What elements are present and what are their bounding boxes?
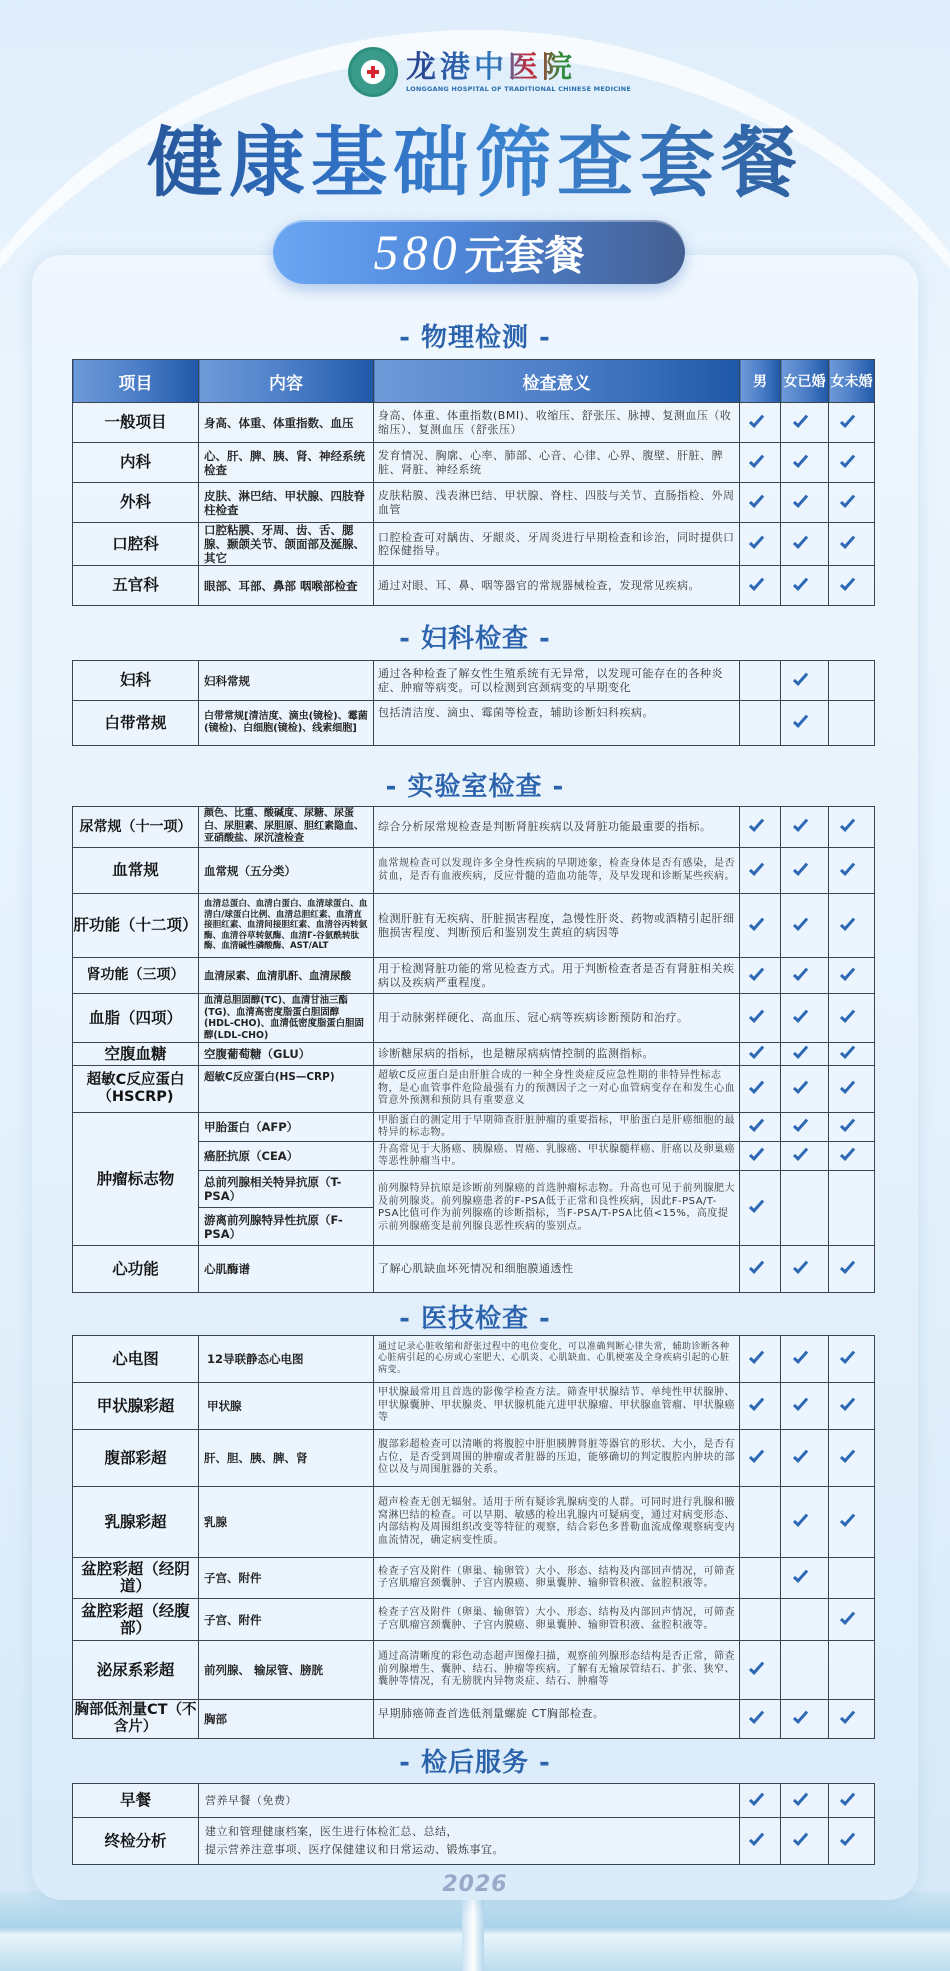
checkmark-icon xyxy=(845,1831,858,1847)
price-badge xyxy=(273,220,685,284)
checkmark-icon xyxy=(754,1660,767,1676)
item-name: 盆腔彩超（经阴道） xyxy=(73,1558,199,1599)
table-row xyxy=(73,848,875,894)
item-name: 白带常规 xyxy=(73,701,199,746)
table-row xyxy=(73,1430,875,1487)
item-name: 盆腔彩超（经腹部） xyxy=(73,1599,199,1641)
table-row xyxy=(73,483,875,523)
checkmark-icon xyxy=(754,1831,767,1847)
item-name: 空腹血糖 xyxy=(73,1043,199,1066)
item-name: 血脂（四项） xyxy=(73,994,199,1043)
item-meaning: 通过对眼、耳、鼻、咽等器官的常规器械检查，发现常见疾病。 xyxy=(374,566,740,606)
hospital-emblem-icon xyxy=(348,47,398,97)
checkmark-icon xyxy=(845,861,858,877)
checkmark-icon xyxy=(754,1117,767,1133)
item-content: 前列腺、 输尿管、膀胱 xyxy=(199,1641,374,1700)
checkmark-icon xyxy=(798,1349,811,1365)
item-content: 子宫、附件 xyxy=(199,1599,374,1641)
checkmark-icon xyxy=(845,1396,858,1412)
checkmark-icon xyxy=(754,1709,767,1725)
checkmark-icon xyxy=(845,534,858,550)
item-meaning: 腹部彩超检查可以清晰的将腹腔中肝胆胰脾肾脏等器官的形状、大小，是否有占位，是否受到周围的肿瘤或者脏器的压迫，能够确切的判定腹腔内肿块的部位以及与周围脏器的关系。 xyxy=(374,1430,740,1487)
column-header-female-married: 女已婚 xyxy=(781,360,829,403)
price-number: 580 xyxy=(373,224,461,280)
checkmark-icon xyxy=(798,966,811,982)
table-row xyxy=(73,958,875,994)
item-name: 超敏C反应蛋白（HSCRP) xyxy=(73,1066,199,1113)
item-meaning: 通过高清晰度的彩色动态超声图像扫描，观察前列腺形态结构是否正常，筛查前列腺增生、囊肿、结石、肿瘤等疾病。了解有无输尿管结石、扩张、狭窄、囊肿等情况，有无膀胱内异物炎症、结石、肿瘤等 xyxy=(374,1641,740,1700)
checkmark-icon xyxy=(754,966,767,982)
item-content: 身高、体重、体重指数、血压 xyxy=(199,403,374,443)
item-name: 心电图 xyxy=(73,1336,199,1383)
checkmark-icon xyxy=(845,1709,858,1725)
section-title-imaging: - 医技检查 - xyxy=(399,1304,551,1334)
checkmark-icon xyxy=(798,1512,811,1528)
item-content: 空腹葡萄糖（GLU） xyxy=(199,1043,374,1066)
item-name: 肾功能（三项） xyxy=(73,958,199,994)
checkmark-icon xyxy=(845,916,858,932)
checkmark-icon xyxy=(798,671,811,687)
checkmark-icon xyxy=(845,1259,858,1275)
item-meaning: 甲胎蛋白的测定用于早期筛查肝脏肿瘤的重要指标，甲胎蛋白是肝癌细胞的最特异的标志物。 xyxy=(374,1113,740,1142)
item-meaning: 通过记录心脏收缩和舒张过程中的电位变化，可以准确判断心律失常，辅助诊断各种心脏病引起的心房或心室肥大、心肌炎、心肌缺血、心肌梗塞及全身疾病引起的心脏病变。 xyxy=(374,1336,740,1383)
table-row xyxy=(73,994,875,1043)
item-content: 建立和管理健康档案，医生进行体检汇总、总结， xyxy=(205,1825,458,1838)
checkmark-icon xyxy=(845,1610,858,1626)
item-content: 癌胚抗原（CEA） xyxy=(199,1142,374,1171)
item-name: 尿常规（十一项） xyxy=(73,807,199,848)
item-content: 超敏C反应蛋白(HS—CRP) xyxy=(199,1066,374,1113)
item-name: 外科 xyxy=(73,483,199,523)
checkmark-icon xyxy=(798,916,811,932)
checkmark-icon xyxy=(754,1448,767,1464)
table-row xyxy=(73,661,875,701)
checkmark-icon xyxy=(798,1259,811,1275)
item-meaning: 包括清洁度、滴虫、霉菌等检查，辅助诊断妇科疾病。 xyxy=(374,701,740,746)
page-title: 健康基础筛查套餐 xyxy=(0,118,950,208)
section-title-physical: - 物理检测 - xyxy=(399,323,551,353)
item-name: 五官科 xyxy=(73,566,199,606)
checkmark-icon xyxy=(845,966,858,982)
checkmark-icon xyxy=(798,1709,811,1725)
item-meaning: 检查子宫及附件（卵巢、输卵管）大小、形态、结构及内部回声情况，可筛查子宫肌瘤宫颈囊肿、子宫内膜癌、卵巢囊肿、输卵管积液、盆腔积液等。 xyxy=(374,1599,740,1641)
item-meaning: 综合分析尿常规检查是判断肾脏疾病以及肾脏功能最重要的指标。 xyxy=(374,807,740,848)
item-name: 泌尿系彩超 xyxy=(73,1641,199,1700)
checkmark-icon xyxy=(754,1079,767,1095)
item-name: 口腔科 xyxy=(73,523,199,566)
checkmark-icon xyxy=(754,1146,767,1162)
item-meaning: 早期肺癌筛查首选低剂量螺旋 CT胸部检查。 xyxy=(374,1700,740,1739)
item-content: 心、肝、脾、胰、肾、神经系统检查 xyxy=(199,443,374,483)
hospital-name-cn: 龙港中医院 xyxy=(406,51,631,85)
column-header-content: 内容 xyxy=(199,360,374,403)
checkmark-icon xyxy=(845,1448,858,1464)
item-content: 颜色、比重、酸碱度、尿糖、尿蛋白、尿胆素、尿胆原、胆红素隐血、亚硝酸盐、尿沉渣检查 xyxy=(199,807,374,848)
item-content: 子宫、附件 xyxy=(199,1558,374,1599)
table-row xyxy=(73,701,875,746)
checkmark-icon xyxy=(754,1259,767,1275)
checkmark-icon xyxy=(798,1396,811,1412)
checkmark-icon xyxy=(798,1117,811,1133)
section-title-lab: - 实验室检查 - xyxy=(385,772,565,802)
item-meaning: 用于检测肾脏功能的常见检查方式。用于判断检查者是否有肾脏相关疾病以及疾病严重程度。 xyxy=(374,958,740,994)
checkmark-icon xyxy=(798,493,811,509)
item-meaning: 诊断糖尿病的指标，也是糖尿病病情控制的监测指标。 xyxy=(374,1043,740,1066)
checkmark-icon xyxy=(754,534,767,550)
section-title-service: - 检后服务 - xyxy=(399,1748,551,1778)
table-row xyxy=(73,1784,875,1818)
item-content: 甲胎蛋白（AFP） xyxy=(199,1113,374,1142)
table-row xyxy=(73,1336,875,1383)
item-content: 心肌酶谱 xyxy=(199,1246,374,1293)
item-meaning: 用于动脉粥样硬化、高血压、冠心病等疾病诊断预防和治疗。 xyxy=(374,994,740,1043)
table-row xyxy=(73,894,875,958)
checkmark-icon xyxy=(798,713,811,729)
table-row xyxy=(73,807,875,848)
item-content: 提示营养注意事项、医疗保健建议和日常运动、锻炼事宜。 xyxy=(205,1843,504,1856)
item-name: 早餐 xyxy=(73,1784,199,1818)
item-content: 12导联静态心电图 xyxy=(199,1336,374,1383)
item-name: 妇科 xyxy=(73,661,199,701)
checkmark-icon xyxy=(754,817,767,833)
checkmark-icon xyxy=(798,413,811,429)
table-row xyxy=(73,1383,875,1430)
item-content: 总前列腺相关特异抗原（T-PSA） xyxy=(199,1171,373,1208)
checkmark-icon xyxy=(754,861,767,877)
item-meaning: 发育情况、胸廓、心率、肺部、心音、心律、心界、腹壁、肝脏、脾脏、肾脏、神经系统 xyxy=(374,443,740,483)
column-header-meaning: 检查意义 xyxy=(374,360,740,403)
table-row xyxy=(73,403,875,443)
item-name: 甲状腺彩超 xyxy=(73,1383,199,1430)
hospital-logo xyxy=(348,46,631,98)
item-content: 血清总胆固醇(TC)、血清甘油三酯(TG)、血清高密度脂蛋白胆固醇(HDL-CHO)、血清低密度脂蛋白胆固醇(LDL-CHO) xyxy=(199,994,374,1043)
hospital-name-en: LONGGANG HOSPITAL OF TRADITIONAL CHINESE MEDICINE xyxy=(406,85,632,93)
item-meaning: 血常规检查可以发现许多全身性疾病的早期迹象，检查身体是否有感染，是否贫血，是否有血液疾病，反应骨髓的造血功能等，及早发现和诊断某些疾病。 xyxy=(374,848,740,894)
background-post xyxy=(462,1896,484,1971)
item-name: 胸部低剂量CT（不含片） xyxy=(73,1700,199,1739)
item-content: 游离前列腺特异性抗原（F-PSA） xyxy=(204,1212,343,1241)
checkmark-icon xyxy=(754,916,767,932)
item-meaning: 通过各种检查了解女性生殖系统有无异常，以发现可能存在的各种炎症、肿瘤等病变。可以检测到宫颈病变的早期变化 xyxy=(374,661,740,701)
item-name: 肝功能（十二项） xyxy=(73,894,199,958)
item-meaning: 身高、体重、体重指数(BMI)、收缩压、舒张压、脉搏、复测血压（收缩压）、复测血压（舒张压） xyxy=(374,403,740,443)
checkmark-icon xyxy=(845,1044,858,1060)
table-gynecology xyxy=(72,660,875,746)
checkmark-icon xyxy=(754,453,767,469)
item-name: 肿瘤标志物 xyxy=(73,1113,199,1246)
item-content: 乳腺 xyxy=(199,1487,374,1558)
checkmark-icon xyxy=(798,1146,811,1162)
column-header-item: 项目 xyxy=(73,360,199,403)
item-content: 甲状腺 xyxy=(199,1383,374,1430)
item-meaning: 超声检查无创无辐射。适用于所有疑诊乳腺病变的人群。可同时进行乳腺和腋窝淋巴结的检查。可以早期、敏感的检出乳腺内可疑病变，通过对病变形态、内部结构及周围组织改变等特征的观察，结合彩色多普勒血流成像观察病变内血流情况，确定病变性质。 xyxy=(374,1487,740,1558)
item-content: 妇科常规 xyxy=(199,661,374,701)
checkmark-icon xyxy=(845,1146,858,1162)
item-name: 终检分析 xyxy=(73,1818,199,1865)
table-row xyxy=(73,1043,875,1066)
checkmark-icon xyxy=(798,1079,811,1095)
checkmark-icon xyxy=(754,413,767,429)
table-row xyxy=(73,1641,875,1700)
table-row xyxy=(73,1700,875,1739)
checkmark-icon xyxy=(798,861,811,877)
checkmark-icon xyxy=(798,1791,811,1807)
item-meaning: 口腔检查可对龋齿、牙龈炎、牙周炎进行早期检查和诊治，同时提供口腔保健指导。 xyxy=(374,523,740,566)
checkmark-icon xyxy=(798,1831,811,1847)
checkmark-icon xyxy=(798,1008,811,1024)
checkmark-icon xyxy=(754,576,767,592)
table-row xyxy=(73,1558,875,1599)
item-name: 内科 xyxy=(73,443,199,483)
item-name: 乳腺彩超 xyxy=(73,1487,199,1558)
item-name: 一般项目 xyxy=(73,403,199,443)
item-content: 营养早餐（免费） xyxy=(199,1784,740,1818)
table-row xyxy=(73,1599,875,1641)
checkmark-icon xyxy=(754,1349,767,1365)
section-title-gynecology: - 妇科检查 - xyxy=(399,624,551,654)
table-imaging xyxy=(72,1335,875,1739)
checkmark-icon xyxy=(754,1198,767,1214)
item-meaning: 了解心肌缺血坏死情况和细胞膜通透性 xyxy=(374,1246,740,1293)
table-header-row xyxy=(73,360,875,403)
item-content: 口腔粘膜、牙周、齿、舌、腮腺、颞颌关节、颌面部及涎腺、其它 xyxy=(199,523,374,566)
table-row-tumor xyxy=(73,1113,875,1142)
item-meaning: 前列腺特异抗原是诊断前列腺癌的首选肿瘤标志物。升高也可见于前列腺肥大及前列腺炎。前列腺癌患者的F-PSA低于正常和良性疾病，因此F-PSA/T-PSA比值可作为前列腺癌的诊断指标，当F-PSA/T-PSA比值<15%，高度提示前列腺癌变是前列腺良恶性疾病的鉴别点。 xyxy=(374,1171,740,1246)
checkmark-icon xyxy=(845,1349,858,1365)
table-row xyxy=(73,1487,875,1558)
table-lab xyxy=(72,806,875,1293)
item-content: 胸部 xyxy=(199,1700,374,1739)
table-row xyxy=(73,443,875,483)
item-meaning: 检测肝脏有无疾病、肝脏损害程度，急慢性肝炎、药物或酒精引起肝细胞损害程度、判断预后和鉴别发生黄疸的病因等 xyxy=(374,894,740,958)
column-header-female-unmarried: 女未婚 xyxy=(829,360,875,403)
item-name: 腹部彩超 xyxy=(73,1430,199,1487)
checkmark-icon xyxy=(754,1008,767,1024)
checkmark-icon xyxy=(798,817,811,833)
item-meaning: 升高常见于大肠癌、胰腺癌、胃癌、乳腺癌、甲状腺髓样癌、肝癌以及卵巢癌等恶性肿瘤当中。 xyxy=(374,1142,740,1171)
item-content: 血常规（五分类） xyxy=(199,848,374,894)
price-unit: 元套餐 xyxy=(464,232,585,279)
checkmark-icon xyxy=(845,493,858,509)
checkmark-icon xyxy=(845,817,858,833)
table-row xyxy=(73,1246,875,1293)
item-content: 肝、胆、胰、脾、肾 xyxy=(199,1430,374,1487)
checkmark-icon xyxy=(845,576,858,592)
item-content: 血清总蛋白、血清白蛋白、血清球蛋白、血清白/球蛋白比例、血清总胆红素、血清直接胆红素、血清间接胆红素、血清谷丙转氨酶、血清谷草转氨酶、血清Γ-谷氨酰转肽酶、血清碱性磷酸酶、AST/ALT xyxy=(199,894,374,958)
item-content: 皮肤、淋巴结、甲状腺、四肢脊柱检查 xyxy=(199,483,374,523)
checkmark-icon xyxy=(845,1079,858,1095)
table-service xyxy=(72,1783,875,1865)
checkmark-icon xyxy=(798,1044,811,1060)
item-content: 眼部、耳部、鼻部 咽喉部检查 xyxy=(199,566,374,606)
table-row xyxy=(73,523,875,566)
checkmark-icon xyxy=(845,1791,858,1807)
checkmark-icon xyxy=(754,1791,767,1807)
item-meaning: 检查子宫及附件（卵巢、输卵管）大小、形态、结构及内部回声情况，可筛查子宫肌瘤宫颈囊肿、子宫内膜癌、卵巢囊肿、输卵管积液、盆腔积液等。 xyxy=(374,1558,740,1599)
item-meaning: 甲状腺最常用且首选的影像学检查方法。筛查甲状腺结节、单纯性甲状腺肿、甲状腺囊肿、甲状腺炎、甲状腺机能亢进甲状腺瘤、甲状腺血管瘤、甲状腺癌等 xyxy=(374,1383,740,1430)
table-row xyxy=(73,1066,875,1113)
checkmark-icon xyxy=(754,1044,767,1060)
checkmark-icon xyxy=(845,1008,858,1024)
table-row xyxy=(73,566,875,606)
item-name: 心功能 xyxy=(73,1246,199,1293)
item-name: 血常规 xyxy=(73,848,199,894)
checkmark-icon xyxy=(754,493,767,509)
item-meaning: 皮肤粘膜、浅表淋巴结、甲状腺、脊柱、四肢与关节、直肠指检、外周血管 xyxy=(374,483,740,523)
checkmark-icon xyxy=(845,413,858,429)
checkmark-icon xyxy=(845,1117,858,1133)
checkmark-icon xyxy=(798,1448,811,1464)
checkmark-icon xyxy=(845,1512,858,1528)
item-meaning: 超敏C反应蛋白是由肝脏合成的一种全身性炎症反应急性期的非特异性标志物，是心血管事件危险最强有力的预测因子之一对心血管病变存在和发生心血管意外预测和预防具有重要意义 xyxy=(374,1066,740,1113)
checkmark-icon xyxy=(798,576,811,592)
table-physical xyxy=(72,359,875,606)
checkmark-icon xyxy=(845,453,858,469)
checkmark-icon xyxy=(754,1396,767,1412)
column-header-male: 男 xyxy=(740,360,781,403)
checkmark-icon xyxy=(798,534,811,550)
item-content: 血清尿素、血清肌酐、血清尿酸 xyxy=(199,958,374,994)
footer-year: 2026 xyxy=(442,1872,508,1897)
checkmark-icon xyxy=(798,453,811,469)
table-row xyxy=(73,1818,875,1865)
item-content: 白带常规[清洁度、滴虫(镜检)、霉菌(镜检)、白细胞(镜检)、线索细胞] xyxy=(199,701,374,746)
checkmark-icon xyxy=(798,1568,811,1584)
